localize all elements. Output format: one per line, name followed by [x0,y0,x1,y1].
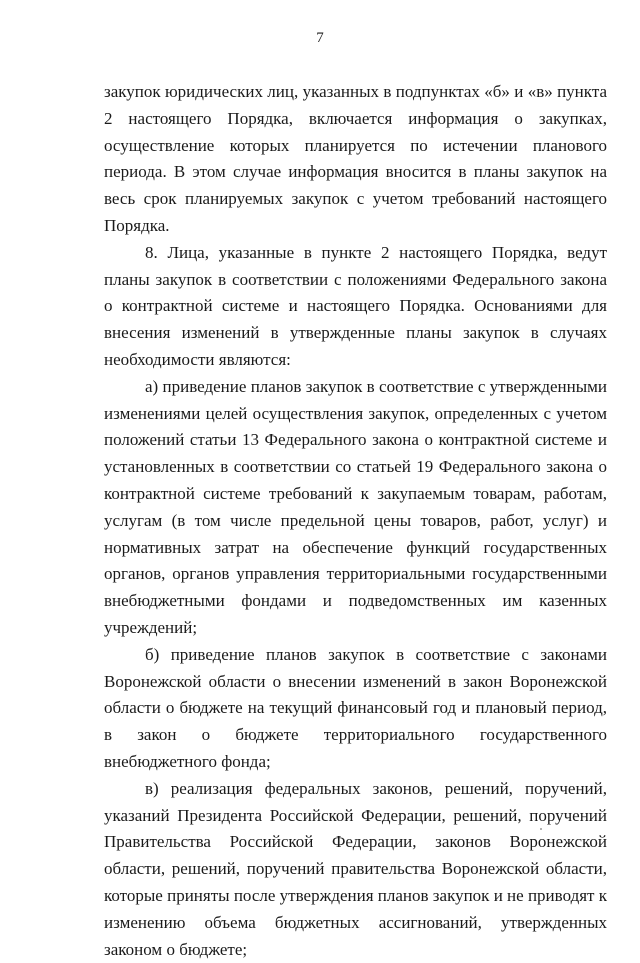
paragraph-subitem-v: в) реализация федеральных законов, решений, поручений, указаний Президента Российской Федерации, решений, поручений Правительства Российской Федерации, законов Воронежской области, решений, поручений правительства Воронежской области, которые приняты после утверждения планов закупок и не приводят к изменению объема бюджетных ассигнований, утвержденных законом о бюджете; [104,778,607,959]
paragraph-continuation: закупок юридических лиц, указанных в подпунктах «б» и «в» пункта 2 настоящего Порядка, включается информация о закупках, осуществление которых планируется по истечении планового периода. В этом случае информация вносится в планы закупок на весь срок планируемых закупок с учетом требований настоящего Порядка. [104,82,607,235]
paragraph-subitem-a: а) приведение планов закупок в соответствие с утвержденными изменениями целей осуществления закупок, определенных с учетом положений статьи 13 Федерального закона о контрактной системе и установленных в соответствии со статьей 19 Федерального закона о контрактной системе требований к закупаемым товарам, работам, услугам (в том числе предельной цены товаров, работ, услуг) и нормативных затрат на обеспечение функций государственных органов, органов управления территориальными государственными внебюджетными фондами и подведомственных им казенных учреждений; [104,376,607,637]
paragraph-subitem-b: б) приведение планов закупок в соответствие с законами Воронежской области о внесении изменений в закон Воронежской области о бюджете на текущий финансовый год и плановый период, в закон о бюджете территориального государственного внебюджетного фонда; [104,644,607,771]
paragraph-item-8: 8. Лица, указанные в пункте 2 настоящего Порядка, ведут планы закупок в соответствии с положениями Федерального закона о контрактной системе и настоящего Порядка. Основаниями для внесения изменений в утвержденные планы закупок в случаях необходимости являются: [104,242,607,369]
scan-dot [540,828,542,830]
document-body [104,79,607,963]
page-number: 7 [316,30,324,46]
